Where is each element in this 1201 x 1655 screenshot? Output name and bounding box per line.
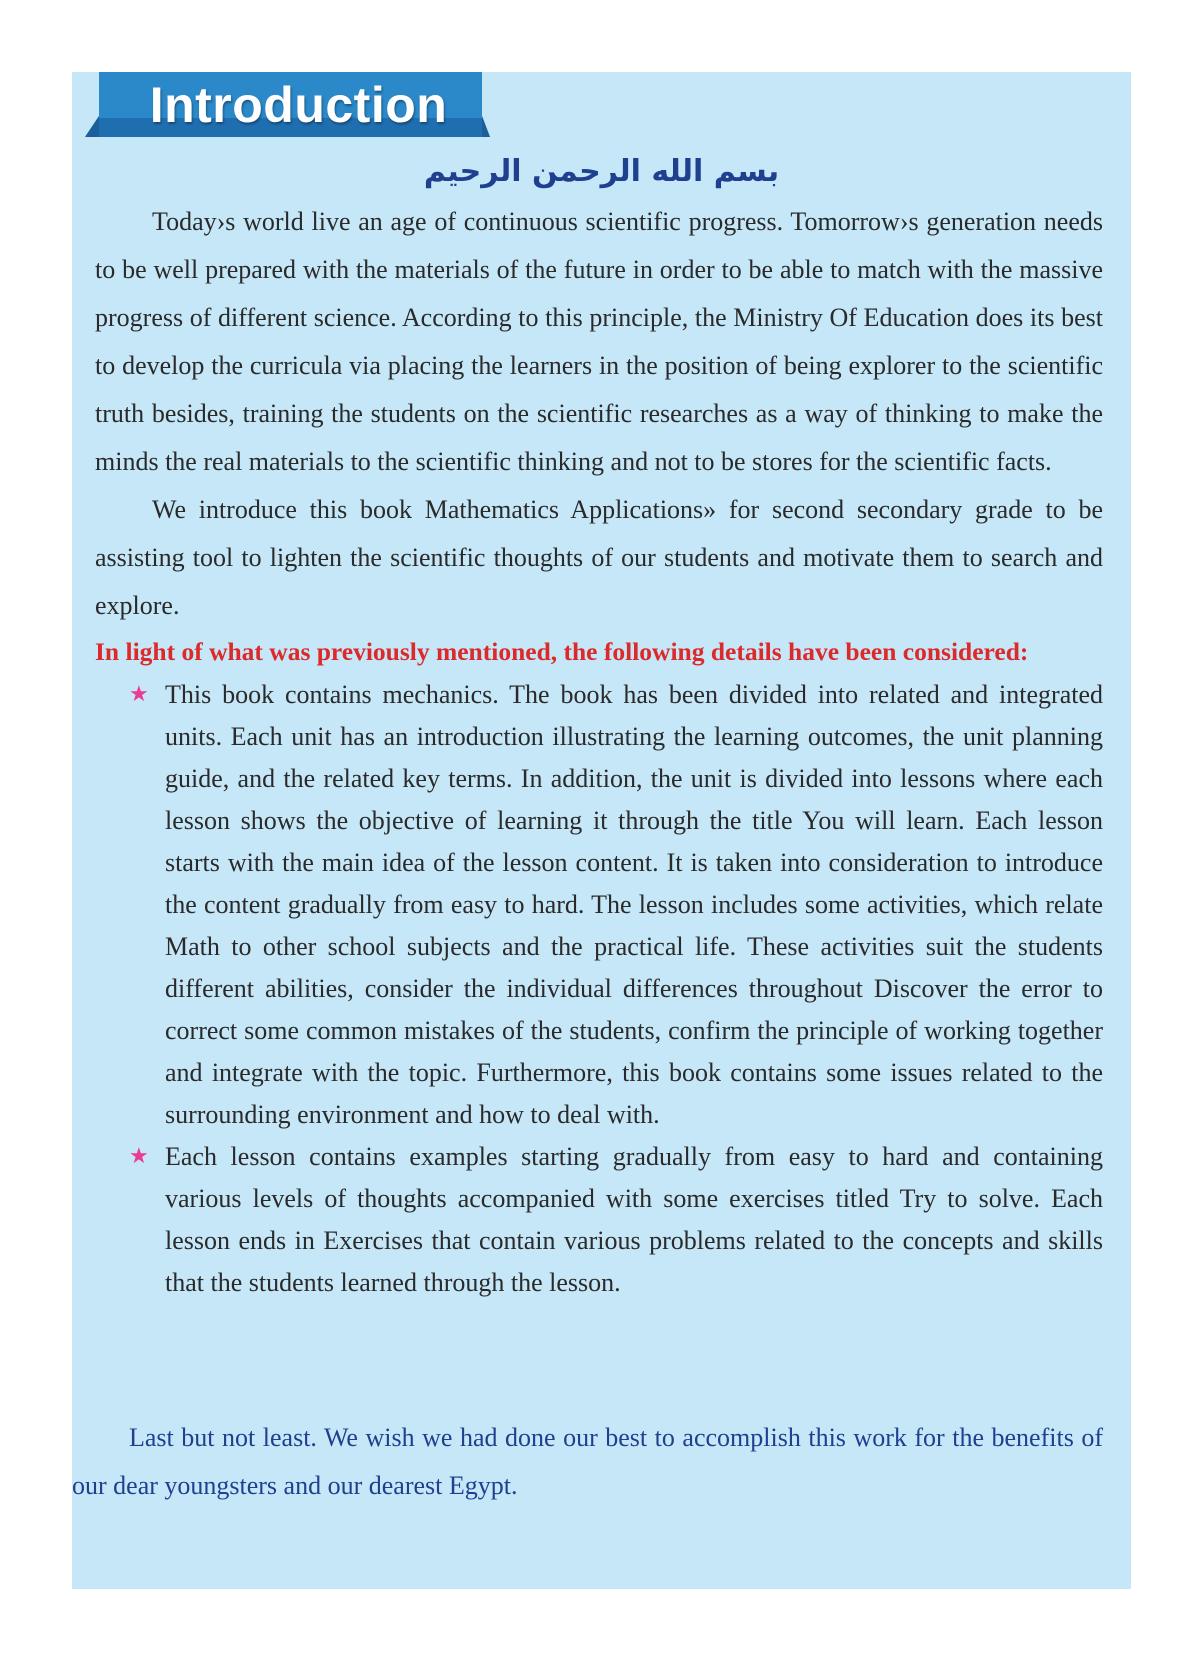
- title-banner: [85, 72, 500, 137]
- list-item-text: This book contains mechanics. The book has been divided into related and integrated units. Each unit has an introduction illustrating the learning outcomes, the unit planning guide, and the related key terms. In addition, the unit is divided into lessons where each lesson shows the objective of learning it through the title You will learn. Each lesson starts with the main idea of the lesson content. It is taken into consideration to introduce the content gradually from easy to hard. The lesson includes some activities, which relate Math to other school subjects and the practical life. These activities suit the students different abilities, consider the individual differences throughout Discover the error to correct some common mistakes of the students, confirm the principle of working together and integrate with the topic. Furthermore, this book contains some issues related to the surrounding environment and how to deal with.: [165, 680, 1103, 1129]
- basmala: بسم الله الرحمن الرحيم: [423, 154, 780, 189]
- star-icon: ★: [129, 682, 149, 707]
- considered-heading: In light of what was previously mentioned, the following details have been considered:: [95, 637, 1029, 666]
- closing-paragraph: Last but not least. We wish we had done our best to accomplish this work for the benefits of our dear youngsters and our dearest Egypt.: [72, 1423, 1103, 1500]
- intro-paragraph: Today›s world live an age of continuous scientific progress. Tomorrow›s generation needs to be well prepared with the materials of the future in order to be able to match with the massive progress of different science. According to this principle, the Ministry Of Education does its best to develop the curricula via placing the learners in the position of being explorer to the scientific truth besides, training the students on the scientific researches as a way of thinking to make the minds the real materials to the scientific thinking and not to be stores for the scientific facts.: [95, 207, 1103, 476]
- list-item: [95, 1136, 1103, 1304]
- main-content: [95, 198, 1103, 1304]
- book-paragraph: We introduce this book Mathematics Applications» for second secondary grade to be assisting tool to lighten the scientific thoughts of our students and motivate them to search and explore.: [95, 495, 1103, 620]
- page-panel: [72, 72, 1131, 1589]
- page-title: Introduction: [149, 76, 448, 133]
- list-item-text: Each lesson contains examples starting gradually from easy to hard and containing various levels of thoughts accompanied with some exercises titled Try to solve. Each lesson ends in Exercises that contain various problems related to the concepts and skills that the students learned through the lesson.: [165, 1142, 1103, 1297]
- list-item: [95, 674, 1103, 1136]
- star-icon: ★: [129, 1144, 149, 1169]
- details-list: [95, 674, 1103, 1304]
